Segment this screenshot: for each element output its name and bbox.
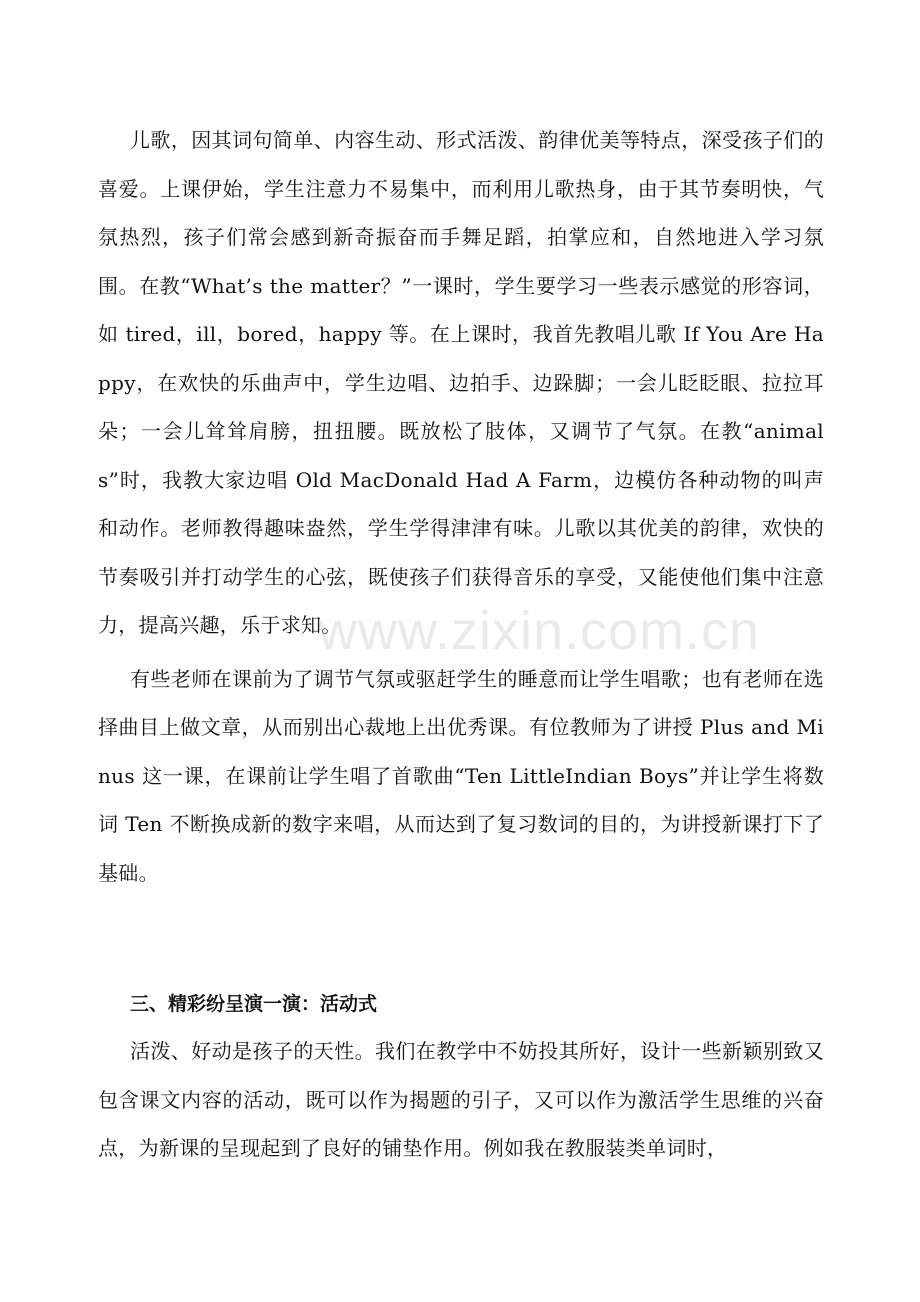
paragraph-songs-warmup: 儿歌，因其词句简单、内容生动、形式活泼、韵律优美等特点，深受孩子们的喜爱。上课伊始，学生注意力不易集中，而利用儿歌热身，由于其节奏明快，气氛热烈，孩子们常会感到新奇振奋而手舞足蹈，拍掌应和，自然地进入学习氛围。在教“What’s the matter？”一课时，学生要学习一些表示感觉的形容词，如 tired，ill，bored，happy 等。在上课时，我首先教唱儿歌 If You Are Happy，在欢快的乐曲声中，学生边唱、边拍手、边跺脚；一会儿眨眨眼、拉拉耳朵；一会儿耸耸肩膀，扭扭腰。既放松了肢体，又调节了气氛。在教“animals”时，我教大家边唱 Old MacDonald Had A Farm，边模仿各种动物的叫声和动作。老师教得趣味盎然，学生学得津津有味。儿歌以其优美的韵律，欢快的节奏吸引并打动学生的心弦，既使孩子们获得音乐的享受，又能使他们集中注意力，提高兴趣，乐于求知。 [98, 128, 824, 637]
section-heading: 三、精彩纷呈演一演：活动式 [130, 993, 378, 1015]
paragraph-song-selection: 有些老师在课前为了调节气氛或驱赶学生的睡意而让学生唱歌；也有老师在选择曲目上做文章，从而别出心裁地上出优秀课。有位教师为了讲授 Plus and Minus 这一课，在课前让学生唱了首歌曲“Ten LittleIndian Boys”并让学生将数词 Ten 不断换成新的数字来唱，从而达到了复习数词的目的，为讲授新课打下了基础。 [98, 666, 824, 885]
watermark-text: www.zixin.com.cn [318, 601, 761, 661]
document-page [98, 116, 824, 1173]
paragraph-activities: 活泼、好动是孩子的天性。我们在教学中不妨投其所好，设计一些新颖别致又包含课文内容的活动，既可以作为揭题的引子，又可以作为激活学生思维的兴奋点，为新课的呈现起到了良好的铺垫作用。例如我在教服装类单词时， [98, 1039, 824, 1160]
